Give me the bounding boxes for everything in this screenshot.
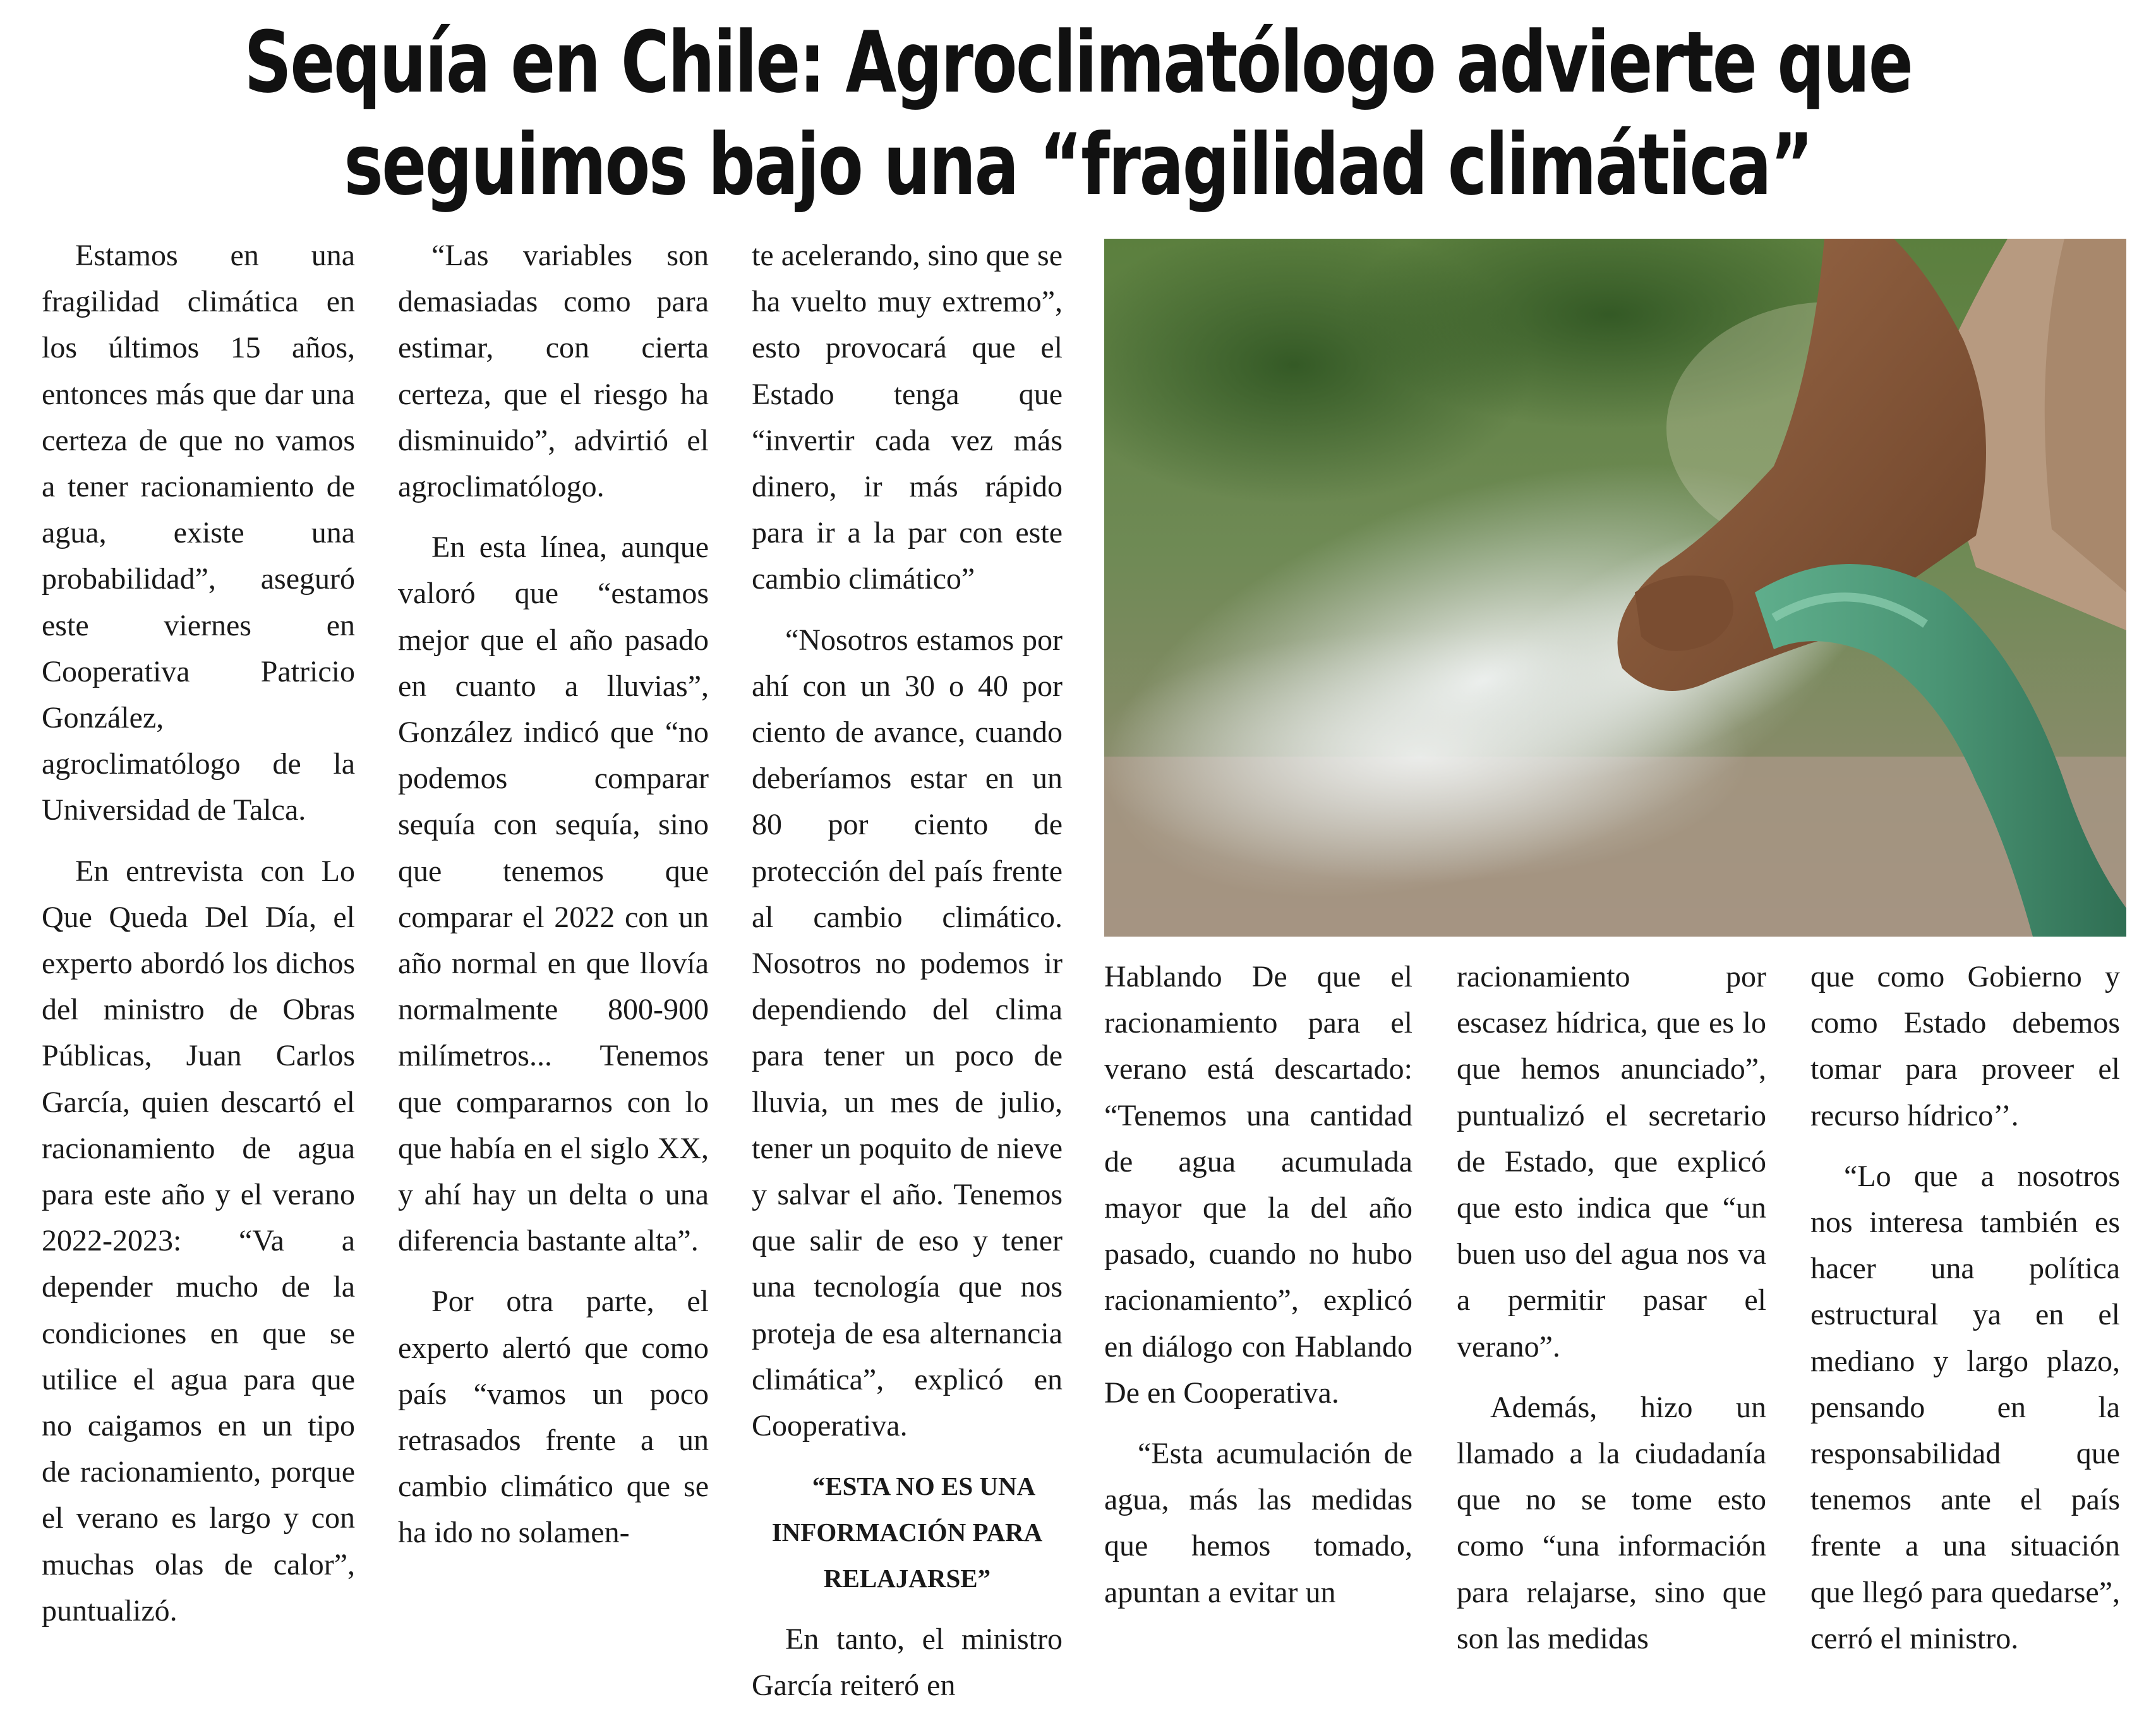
paragraph-continuation: Hablando De que el racionamiento para el verano está descartado: “Tenemos una cantidad de agua acumulada mayor que la del año pasado, cuando no hubo racionamiento”, explicó en diálogo con Hablando De en Cooperativa. (1104, 960, 1412, 1410)
paragraph: En esta línea, aunque valoró que “estamos mejor que el año pasado en cuanto a lluvias”, González indicó que “no podemos comparar sequía con sequía, sino que tenemos que comparar el 2022 con un año normal en que llovía normalmente 800-900 milímetros... Tenemos que compararnos con lo que había en el siglo XX, y ahí hay un delta o una diferencia bastante alta”. (398, 531, 709, 1258)
paragraph-continuation: que como Gobierno y como Estado debemos tomar para proveer el recurso hídrico’’. (1810, 960, 2120, 1132)
hose-watering-image (1104, 239, 2126, 937)
article-column-6 (1810, 954, 2120, 1662)
paragraph: “Nosotros estamos por ahí con un 30 o 40 por ciento de avance, cuando deberíamos estar en un 80 por ciento de protección del país frente al cambio climático. Nosotros no podemos ir dependiendo del clima para tener un poco de lluvia, un mes de julio, tener un poquito de nieve y salvar el año. Tenemos que salir de eso y tener una tecnología que nos proteja de esa alternancia climática”, explicó en Cooperativa. (752, 623, 1063, 1443)
paragraph: Además, hizo un llamado a la ciudadanía que no se tome esto como “una información para relajarse, sino que son las medidas (1457, 1390, 1766, 1655)
article-photo (1104, 239, 2126, 937)
article-column-4 (1104, 954, 1412, 1616)
article-column-2 (398, 232, 709, 1556)
paragraph: Por otra parte, el experto alertó que como país “vamos un poco retrasados frente a un cambio climático que se ha ido no solamen- (398, 1285, 709, 1550)
paragraph: En entrevista con Lo Que Queda Del Día, el experto abordó los dichos del ministro de Obras Públicas, Juan Carlos García, quien descartó el racionamiento de agua para este año y el verano 2022-2023: “Va a depender mucho de la condiciones en que se utilice el agua para que no caigamos en un tipo de racionamiento, porque el verano es largo y con muchas olas de calor”, puntualizó. (42, 854, 355, 1628)
headline-line-2: seguimos bajo una “fragilidad climática” (344, 116, 1812, 214)
paragraph: Estamos en una fragilidad climática en los últimos 15 años, entonces más que dar una certeza de que no vamos a tener racionamiento de agua, existe una probabilidad”, aseguró este viernes en Cooperativa Patricio González, agroclimatólogo de la Universidad de Talca. (42, 239, 355, 827)
headline-line-1: Sequía en Chile: Agroclimatólogo advierte que (244, 13, 1912, 112)
paragraph: En tanto, el ministro García reiteró en (752, 1622, 1063, 1703)
paragraph: “Esta acumulación de agua, más las medidas que hemos tomado, apuntan a evitar un (1104, 1437, 1412, 1609)
paragraph: “Lo que a nosotros nos interesa también es hacer una política estructural ya en el mediano y largo plazo, pensando en la responsabilidad que tenemos ante el país frente a una situación que llegó para quedarse”, cerró el ministro. (1810, 1159, 2120, 1655)
article-column-3 (752, 232, 1063, 1709)
headline (237, 11, 1918, 216)
paragraph: “Las variables son demasiadas como para estimar, con cierta certeza, que el riesgo ha disminuido”, advirtió el agroclimatólogo. (398, 239, 709, 504)
paragraph-continuation: racionamiento por escasez hídrica, que es lo que hemos anunciado”, puntualizó el secretario de Estado, que explicó que esto indica que “un buen uso del agua nos va a permitir pasar el verano”. (1457, 960, 1766, 1364)
article-column-1 (42, 232, 355, 1634)
subhead: “ESTA NO ES UNA INFORMACIÓN PARA RELAJARSE” (771, 1472, 1043, 1593)
paragraph-continuation: te acelerando, sino que se ha vuelto muy extremo”, esto provocará que el Estado tenga que “invertir cada vez más dinero, ir más rápido para ir a la par con este cambio climático” (752, 239, 1063, 596)
article-column-5 (1457, 954, 1766, 1662)
